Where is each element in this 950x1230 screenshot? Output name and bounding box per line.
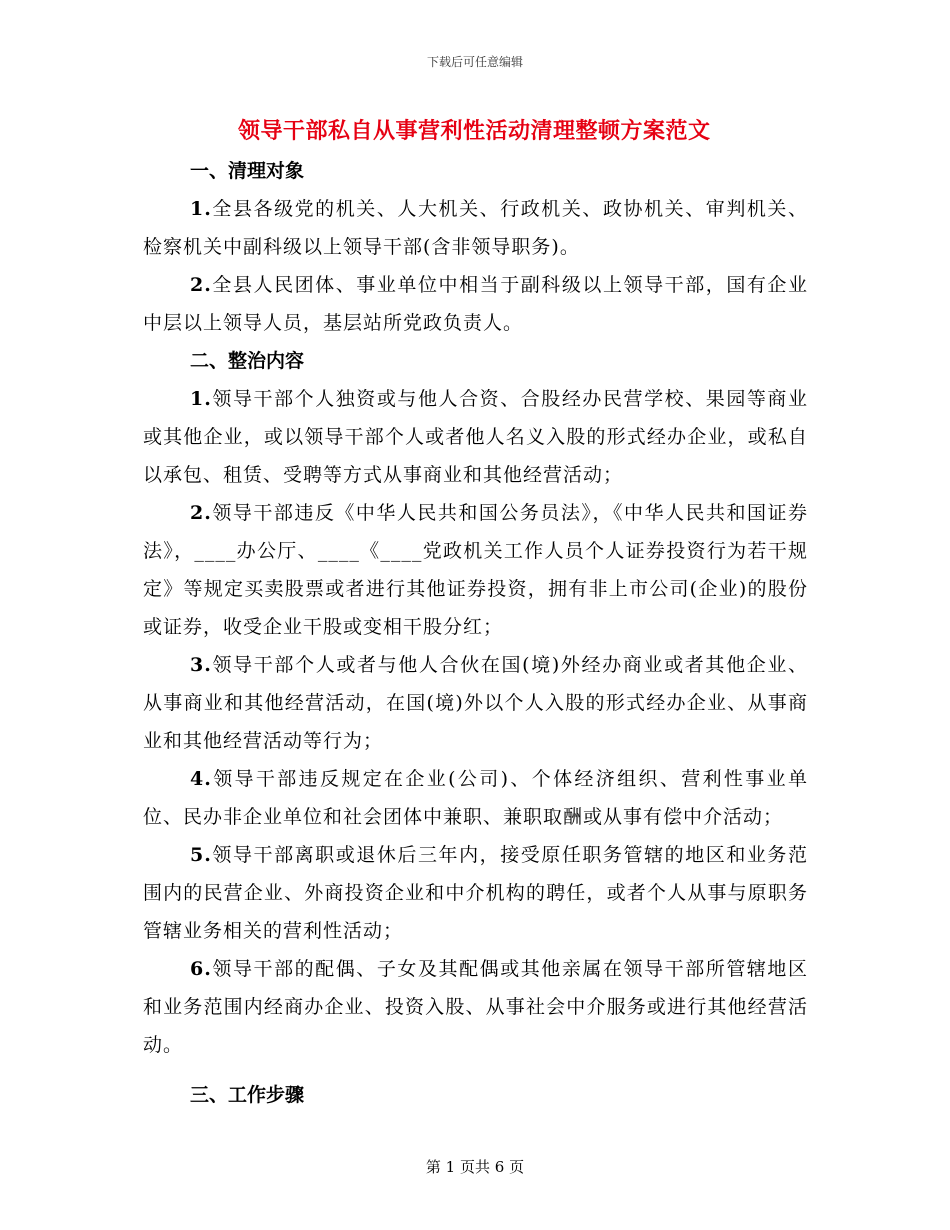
item-text: 全县各级党的机关、人大机关、行政机关、政协机关、审判机关、检察机关中副科级以上领导干部(含非领导职务)。 xyxy=(143,198,808,258)
item-number: 2. xyxy=(190,274,212,296)
header-note: 下载后可任意编辑 xyxy=(426,55,523,69)
item-number: 2. xyxy=(190,502,212,524)
item-number: 6. xyxy=(190,958,212,980)
item-text: 领导干部的配偶、子女及其配偶或其他亲属在领导干部所管辖地区和业务范围内经商办企业、投资入股、从事社会中介服务或进行其他经营活动。 xyxy=(143,958,808,1056)
item-text: 领导干部违反规定在企业(公司)、个体经济组织、营利性事业单位、民办非企业单位和社会团体中兼职、兼职取酬或从事有偿中介活动； xyxy=(143,768,808,828)
item-number: 4. xyxy=(190,768,212,790)
paragraph-2-2 xyxy=(143,494,808,646)
item-number: 1. xyxy=(190,388,212,410)
paragraph-1-2 xyxy=(143,266,808,342)
section-heading-3: 三、工作步骤 xyxy=(190,1084,305,1106)
item-number: 1. xyxy=(190,198,212,220)
paragraph-2-5 xyxy=(143,836,808,950)
paragraph-2-4 xyxy=(143,760,808,836)
item-text: 领导干部违反《中华人民共和国公务员法》，《中华人民共和国证券法》，____办公厅、____《____党政机关工作人员个人证券投资行为若干规定》等规定买卖股票或者进行其他证券投资，拥有非上市公司(企业)的股份或证券，收受企业干股或变相干股分红； xyxy=(143,502,808,638)
section-heading-2: 二、整治内容 xyxy=(190,350,305,372)
item-text: 领导干部个人或者与他人合伙在国(境)外经办商业或者其他企业、从事商业和其他经营活动，在国(境)外以个人入股的形式经办企业、从事商业和其他经营活动等行为； xyxy=(143,654,808,752)
page-footer: 第 1 页共 6 页 xyxy=(425,1158,525,1176)
paragraph-2-1 xyxy=(143,380,808,494)
item-text: 全县人民团体、事业单位中相当于副科级以上领导干部，国有企业中层以上领导人员，基层站所党政负责人。 xyxy=(143,274,808,334)
item-number: 5. xyxy=(190,844,212,866)
document-body xyxy=(143,152,808,1114)
document-title: 领导干部私自从事营利性活动清理整顿方案范文 xyxy=(238,119,711,144)
item-number: 3. xyxy=(190,654,212,676)
item-text: 领导干部离职或退休后三年内，接受原任职务管辖的地区和业务范围内的民营企业、外商投资企业和中介机构的聘任，或者个人从事与原职务管辖业务相关的营利性活动； xyxy=(143,844,808,942)
item-text: 领导干部个人独资或与他人合资、合股经办民营学校、果园等商业或其他企业，或以领导干部个人或者他人名义入股的形式经办企业，或私自以承包、租赁、受聘等方式从事商业和其他经营活动； xyxy=(143,388,808,486)
paragraph-2-6 xyxy=(143,950,808,1064)
paragraph-2-3 xyxy=(143,646,808,760)
paragraph-1-1 xyxy=(143,190,808,266)
section-heading-1: 一、清理对象 xyxy=(190,160,305,182)
